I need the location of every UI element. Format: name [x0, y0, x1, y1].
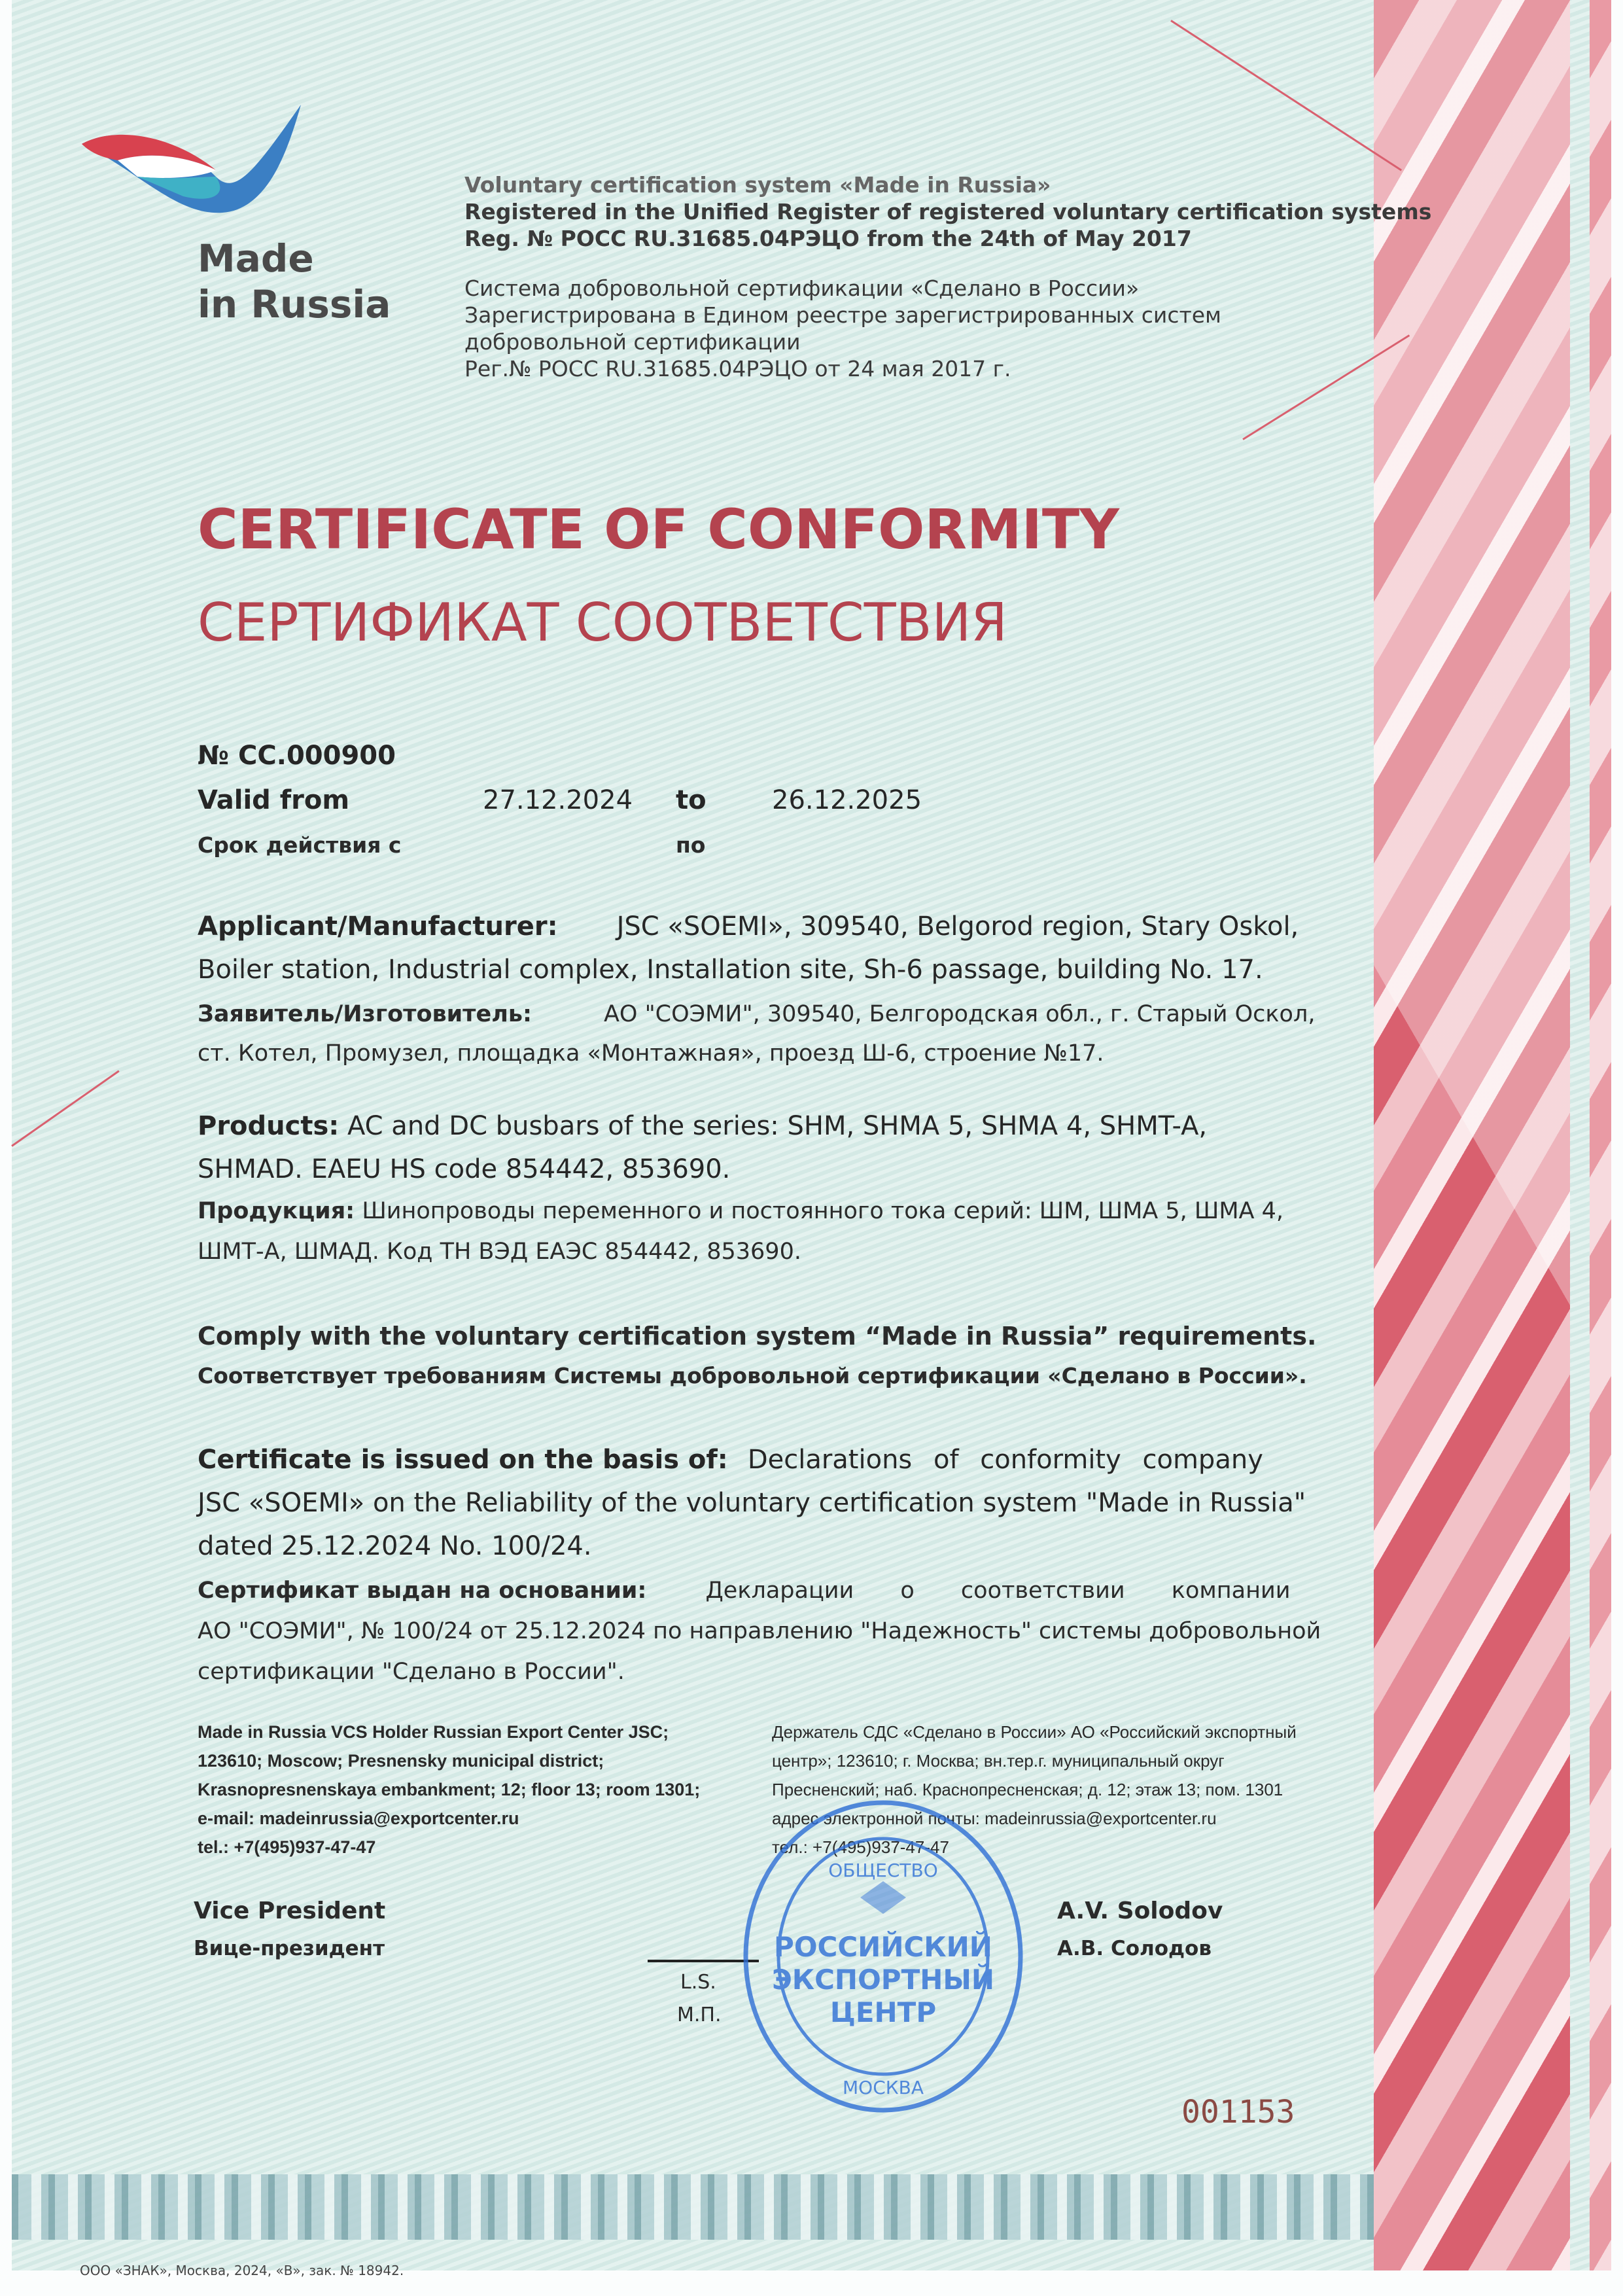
basis-value: Declarations of conformity company [747, 1445, 1263, 1475]
decorative-edge-band [1590, 0, 1611, 2270]
holder-line: Пресненский; наб. Краснопресненская; д. 12; этаж 13; пом. 1301 [772, 1780, 1283, 1799]
valid-to-label-ru: по [676, 832, 706, 858]
decorative-pink-band [1374, 0, 1570, 2270]
comply-statement-en: Comply with the voluntary certification system “Made in Russia” requirements. [198, 1322, 1317, 1351]
basis-value-ru: АО "СОЭМИ", № 100/24 от 25.12.2024 по направлению "Надежность" системы добровольной [198, 1618, 1321, 1644]
basis-value-ru: Декларации о соответствии компании [705, 1578, 1291, 1604]
products-en [198, 1104, 1207, 1191]
logo-text [198, 236, 391, 327]
products-value-ru: ШМТ-А, ШМАД. Код ТН ВЭД ЕАЭС 854442, 853690. [198, 1239, 801, 1265]
serial-number: 001153 [1181, 2094, 1295, 2130]
signatory-role: Vice President [194, 1898, 386, 1924]
applicant-value-ru: АО "СОЭМИ", 309540, Белгородская обл., г. Старый Оскол, [603, 1001, 1316, 1027]
products-value: AC and DC busbars of the series: SHM, SHMA 5, SHMA 4, SHMT-A, [347, 1111, 1208, 1141]
products-value: SHMAD. EAEU HS code 854442, 853690. [198, 1154, 731, 1184]
header-line: Рег.№ РОСС RU.31685.04РЭЦО от 24 мая 2017 г. [464, 356, 1011, 381]
header-line: Voluntary certification system «Made in Russia» [464, 172, 1051, 198]
logo-text-line: Made [198, 236, 314, 281]
applicant-label: Applicant/Manufacturer: [198, 911, 558, 942]
products-ru [198, 1191, 1283, 1272]
header-line: Reg. № РОСС RU.31685.04РЭЦО from the 24th of May 2017 [464, 226, 1192, 251]
header-line: добровольной сертификации [464, 329, 801, 355]
valid-to-label: to [676, 785, 707, 815]
header-line: Зарегистрирована в Едином реестре зарегистрированных систем [464, 302, 1221, 328]
holder-line: tel.: +7(495)937-47-47 [198, 1837, 376, 1857]
holder-line: 123610; Moscow; Presnensky municipal district; [198, 1751, 604, 1771]
holder-line: Made in Russia VCS Holder Russian Export Center JSC; [198, 1722, 669, 1742]
basis-en [198, 1438, 1306, 1568]
basis-label: Certificate is issued on the basis of: [198, 1445, 728, 1475]
holder-line: адрес электронной почты: madeinrussia@exportcenter.ru [772, 1809, 1217, 1828]
printer-imprint: ООО «ЗНАК», Москва, 2024, «В», зак. № 18942. [80, 2263, 404, 2278]
seal-place-label-ru: М.П. [677, 2004, 722, 2026]
decorative-guilloche-band [12, 2174, 1374, 2240]
applicant-value: Boiler station, Industrial complex, Installation site, Sh-6 passage, building No. 17. [198, 955, 1263, 985]
certificate-title-en: CERTIFICATE OF CONFORMITY [198, 497, 1120, 561]
system-header-en [464, 171, 1431, 252]
applicant-value: JSC «SOEMI», 309540, Belgorod region, Stary Oskol, [616, 911, 1299, 942]
holder-line: Держатель СДС «Сделано в России» АО «Российский экспортный [772, 1722, 1297, 1742]
stamp-text: МОСКВА [843, 2077, 924, 2098]
holder-line: тел.: +7(495)937-47-47 [772, 1837, 949, 1857]
stamp-text: ЦЕНТР [829, 1996, 937, 2028]
basis-value: JSC «SOEMI» on the Reliability of the voluntary certification system "Made in Russia" [198, 1488, 1306, 1518]
applicant-ru [198, 995, 1315, 1073]
comply-statement-ru: Соответствует требованиям Системы добровольной сертификации «Сделано в России». [198, 1363, 1307, 1388]
basis-value-ru: сертификации "Сделано в России". [198, 1659, 625, 1685]
stamp-text: РОССИЙСКИЙ [774, 1931, 992, 1963]
valid-from-date: 27.12.2024 [483, 785, 633, 815]
holder-line: Krasnopresnenskaya embankment; 12; floor 13; room 1301; [198, 1780, 701, 1799]
products-label-ru: Продукция: [198, 1198, 355, 1224]
applicant-en [198, 905, 1299, 991]
signatory-role-ru: Вице-президент [194, 1937, 385, 1960]
made-in-russia-logo-icon [79, 98, 307, 216]
certificate-title-ru: СЕРТИФИКАТ СООТВЕТСТВИЯ [198, 592, 1007, 653]
header-line: Система добровольной сертификации «Сделано в России» [464, 275, 1140, 301]
signatory-name-ru: А.В. Солодов [1057, 1937, 1212, 1960]
seal-place-label: L.S. [680, 1971, 716, 1994]
header-line: Registered in the Unified Register of registered voluntary certification systems [464, 199, 1432, 224]
signatory-name: A.V. Solodov [1057, 1898, 1223, 1924]
certificate-number: № CC.000900 [198, 741, 396, 771]
holder-line: e-mail: madeinrussia@exportcenter.ru [198, 1809, 519, 1828]
valid-from-label-ru: Срок действия с [198, 832, 402, 858]
valid-from-label: Valid from [198, 785, 350, 815]
holder-line: центр»; 123610; г. Москва; вн.тер.г. муниципальный округ [772, 1751, 1225, 1771]
applicant-label-ru: Заявитель/Изготовитель: [198, 1001, 532, 1027]
basis-label-ru: Сертификат выдан на основании: [198, 1578, 647, 1604]
applicant-value-ru: ст. Котел, Промузел, площадка «Монтажная», проезд Ш-6, строение №17. [198, 1040, 1104, 1067]
holder-info-en [198, 1718, 700, 1862]
stamp-text: ЭКСПОРТНЫЙ [771, 1964, 995, 1996]
products-label: Products: [198, 1111, 340, 1141]
stamp-text: ОБЩЕСТВО [828, 1860, 938, 1881]
basis-value: dated 25.12.2024 No. 100/24. [198, 1531, 592, 1561]
valid-to-date: 26.12.2025 [772, 785, 922, 815]
products-value-ru: Шинопроводы переменного и постоянного тока серий: ШМ, ШМА 5, ШМА 4, [362, 1198, 1283, 1224]
official-stamp-icon [720, 1793, 1047, 2120]
system-header-ru [464, 275, 1221, 382]
logo-text-line: in Russia [198, 282, 391, 327]
basis-ru [198, 1570, 1321, 1692]
